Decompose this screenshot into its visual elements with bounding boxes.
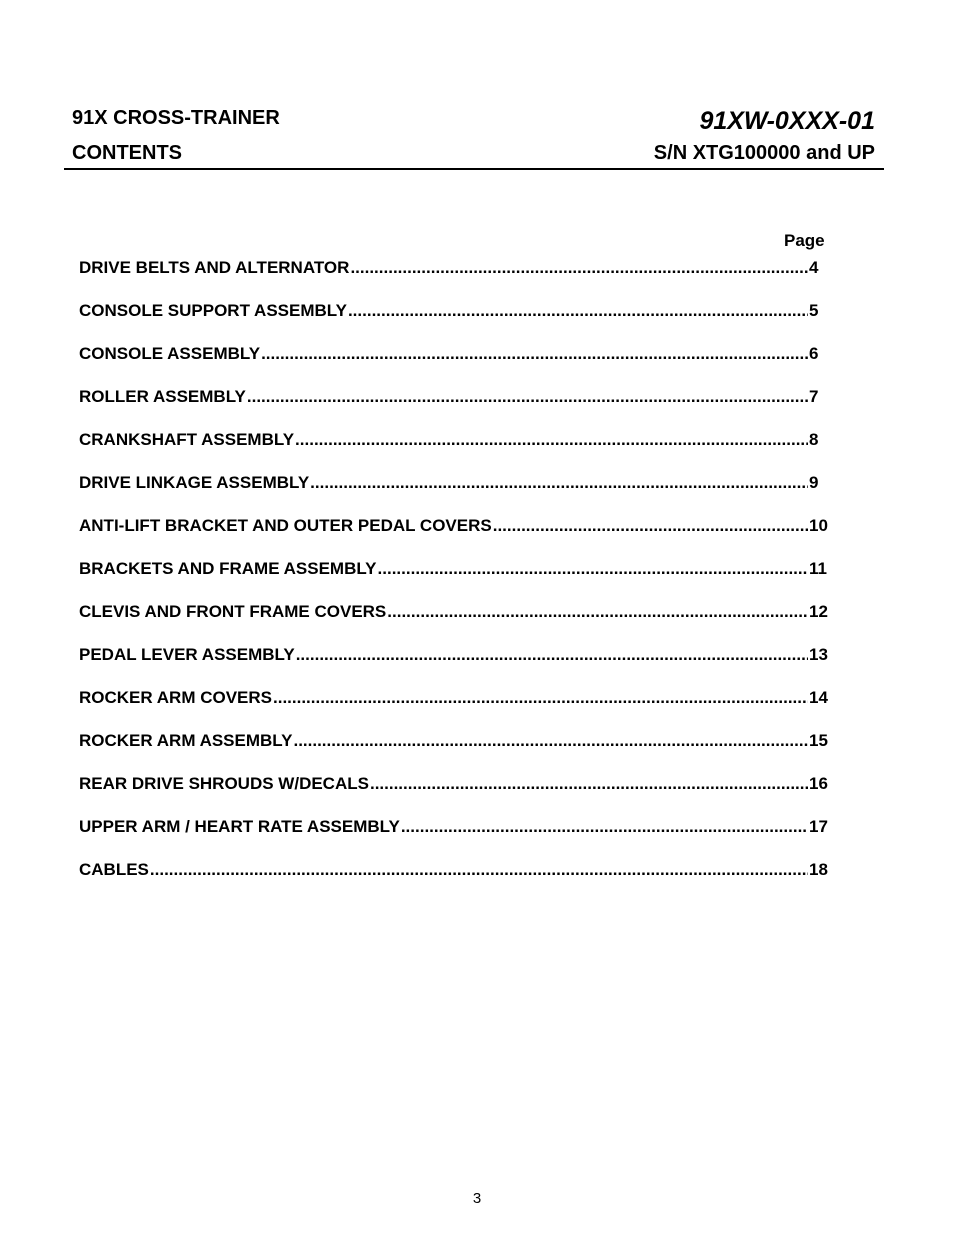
toc-entry-page: 10 — [809, 516, 828, 535]
toc-entry-page: 7 — [809, 387, 819, 406]
toc-entry-page: 4 — [809, 258, 819, 277]
toc-entry-page: 13 — [809, 645, 828, 664]
toc-entry[interactable] — [79, 644, 829, 687]
dot-leader — [310, 472, 808, 493]
dot-leader — [370, 773, 808, 794]
toc-entry[interactable] — [79, 300, 829, 343]
dot-leader — [348, 300, 808, 321]
product-title: 91X CROSS-TRAINER — [72, 107, 280, 129]
toc-entry[interactable] — [79, 429, 829, 472]
model-number: 91XW-0XXX-01 — [699, 107, 875, 135]
toc-entry-page: 15 — [809, 731, 828, 750]
toc-entry[interactable] — [79, 687, 829, 730]
section-title: CONTENTS — [72, 142, 182, 164]
dot-leader — [296, 644, 808, 665]
toc-entry-title: PEDAL LEVER ASSEMBLY — [79, 645, 295, 664]
toc-entry-title: DRIVE LINKAGE ASSEMBLY — [79, 473, 310, 492]
toc-entry[interactable] — [79, 257, 829, 300]
toc-entry-title: ROCKER ARM ASSEMBLY — [79, 731, 293, 750]
toc-entry-title: CONSOLE SUPPORT ASSEMBLY — [79, 301, 347, 320]
toc-entry[interactable] — [79, 515, 829, 558]
toc-entry[interactable] — [79, 386, 829, 429]
toc-entry-page: 14 — [809, 688, 828, 707]
toc-entry-page: 16 — [809, 774, 828, 793]
dot-leader — [247, 386, 808, 407]
toc-entry[interactable] — [79, 816, 829, 859]
page-column-heading: Page — [784, 231, 825, 250]
toc-entry-title: ROLLER ASSEMBLY — [79, 387, 246, 406]
dot-leader — [273, 687, 808, 708]
dot-leader — [295, 429, 808, 450]
toc-entry-page: 12 — [809, 602, 828, 621]
toc-entry-title: CRANKSHAFT ASSEMBLY — [79, 430, 295, 449]
toc-entry-title: CABLES — [79, 860, 149, 879]
toc-entry[interactable] — [79, 558, 829, 601]
toc-entry-page: 18 — [809, 860, 828, 879]
toc-entry-title: UPPER ARM / HEART RATE ASSEMBLY — [79, 817, 400, 836]
toc-entry-page: 5 — [809, 301, 819, 320]
toc-entry[interactable] — [79, 773, 829, 816]
dot-leader — [493, 515, 808, 536]
dot-leader — [387, 601, 808, 622]
toc-entry[interactable] — [79, 472, 829, 515]
dot-leader — [293, 730, 808, 751]
toc-entry-page: 8 — [809, 430, 819, 449]
page-header — [64, 104, 884, 170]
toc-entry-title: ANTI-LIFT BRACKET AND OUTER PEDAL COVERS — [79, 516, 492, 535]
dot-leader — [378, 558, 808, 579]
dot-leader — [350, 257, 808, 278]
dot-leader — [261, 343, 808, 364]
serial-range: S/N XTG100000 and UP — [653, 142, 875, 164]
toc-entry-title: CONSOLE ASSEMBLY — [79, 344, 261, 363]
toc-entry-page: 9 — [809, 473, 819, 492]
toc-entry-page: 17 — [809, 817, 828, 836]
toc-entry-title: DRIVE BELTS AND ALTERNATOR — [79, 258, 350, 277]
dot-leader — [150, 859, 808, 880]
toc-entry[interactable] — [79, 601, 829, 644]
toc-entry-title: ROCKER ARM COVERS — [79, 688, 272, 707]
toc-entry-title: CLEVIS AND FRONT FRAME COVERS — [79, 602, 387, 621]
toc-entry[interactable] — [79, 859, 829, 902]
toc-entry[interactable] — [79, 343, 829, 386]
table-of-contents — [79, 257, 829, 902]
page-number: 3 — [472, 1190, 482, 1207]
toc-entry-page: 11 — [809, 559, 827, 578]
toc-entry-page: 6 — [809, 344, 819, 363]
toc-entry[interactable] — [79, 730, 829, 773]
toc-entry-title: BRACKETS AND FRAME ASSEMBLY — [79, 559, 377, 578]
toc-entry-title: REAR DRIVE SHROUDS W/DECALS — [79, 774, 369, 793]
dot-leader — [401, 816, 808, 837]
